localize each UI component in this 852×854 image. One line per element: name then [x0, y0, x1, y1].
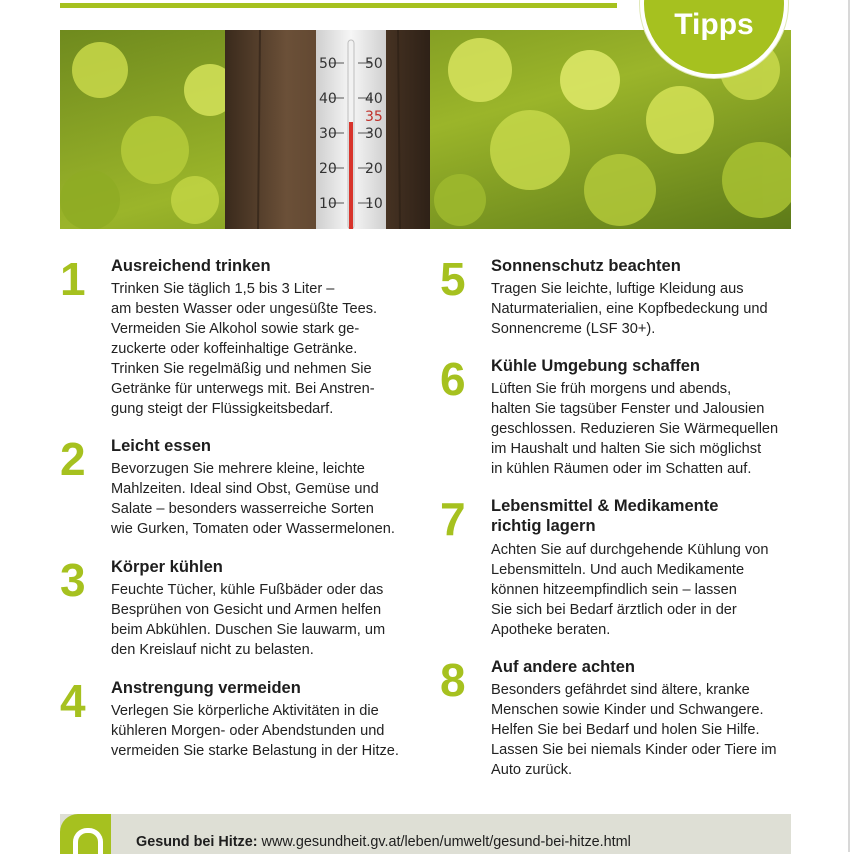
tip-body: Achten Sie auf durchgehende Kühlung von Lebensmitteln. Und auch Medikamente können hitzeempfindlich sein – lassen Sie sich bei Bedarf ärztlich oder in der Apotheke beraten.: [491, 542, 769, 638]
page-edge-line: [848, 0, 850, 852]
tip-6: [440, 353, 800, 486]
tip-number: 8: [440, 654, 466, 706]
thermo-left-20: 20: [319, 161, 337, 177]
tip-title: Auf andere achten: [491, 658, 635, 676]
thermo-left-10: 10: [319, 196, 337, 212]
tip-body: Bevorzugen Sie mehrere kleine, leichte Mahlzeiten. Ideal sind Obst, Gemüse und Salate – besonders wasserreiche Sorten wie Gurken, Tomaten oder Wassermelonen.: [111, 461, 395, 537]
thermo-right-20: 20: [365, 161, 383, 177]
tip-title: Sonnenschutz beachten: [491, 257, 681, 275]
tip-body: Trinken Sie täglich 1,5 bis 3 Liter – am besten Wasser oder ungesüßte Tees. Vermeiden Sie Alkohol sowie stark ge- zuckerte oder koffeinhaltige Getränke. Trinken Sie regelmäßig und nehmen Sie Getränke für unterwegs mit. Bei Anstren- gung steigt der Flüssigkeitsbedarf.: [111, 281, 378, 417]
thermo-right-30: 30: [365, 126, 383, 142]
tip-number: 5: [440, 253, 466, 305]
tip-body: Besonders gefährdet sind ältere, kranke Menschen sowie Kinder und Schwangere. Helfen Sie bei Bedarf und holen Sie Hilfe. Lassen Sie bei niemals Kinder oder Tiere im Auto zurück.: [491, 682, 777, 778]
badge-label: Tipps: [674, 8, 754, 41]
tip-body: Lüften Sie früh morgens und abends, halten Sie tagsüber Fenster und Jalousien geschlossen. Reduzieren Sie Wärmequellen im Haushalt und halten Sie sich möglichst in kühlen Räumen oder im Schatten auf.: [491, 381, 779, 477]
tip-title: Ausreichend trinken: [111, 257, 271, 275]
thermo-right-35: 35: [365, 109, 383, 125]
thermo-right-40: 40: [365, 91, 383, 107]
footer-info-box: [60, 814, 791, 854]
tip-5: [440, 253, 800, 346]
tip-3: [60, 554, 440, 667]
tip-8: [440, 654, 800, 787]
tip-number: 7: [440, 493, 466, 545]
tip-title: Körper kühlen: [111, 558, 223, 576]
tip-body: Feuchte Tücher, kühle Fußbäder oder das Besprühen von Gesicht und Armen helfen beim Abkühlen. Duschen Sie lauwarm, um den Kreislauf nicht zu belasten.: [111, 582, 386, 658]
thermo-left-30: 30: [319, 126, 337, 142]
info-icon: [60, 814, 111, 854]
tip-body: Tragen Sie leichte, luftige Kleidung aus Naturmaterialien, eine Kopfbedeckung und Sonnencreme (LSF 30+).: [491, 281, 768, 337]
tip-body: Verlegen Sie körperliche Aktivitäten in die kühleren Morgen- oder Abendstunden und vermeiden Sie starke Belastung in der Hitze.: [111, 703, 399, 759]
tip-4: [60, 675, 440, 768]
footer-label: Gesund bei Hitze:: [136, 834, 258, 850]
thermo-left-40: 40: [319, 91, 337, 107]
footer-text: [136, 833, 631, 851]
thermo-right-50: 50: [365, 56, 383, 72]
tip-number: 6: [440, 353, 466, 405]
tip-title: Kühle Umgebung schaffen: [491, 357, 701, 375]
tip-1: [60, 253, 440, 426]
tip-7: [440, 493, 800, 646]
thermo-right-10: 10: [365, 196, 383, 212]
tip-number: 2: [60, 433, 86, 485]
tip-title: Leicht essen: [111, 437, 211, 455]
tip-number: 4: [60, 675, 86, 727]
tip-title: Lebensmittel & Medikamente richtig lagern: [491, 497, 719, 535]
thermo-left-50: 50: [319, 56, 337, 72]
tip-number: 3: [60, 554, 86, 606]
tip-2: [60, 433, 440, 546]
tip-title: Anstrengung vermeiden: [111, 679, 301, 697]
tip-number: 1: [60, 253, 86, 305]
footer-link[interactable]: www.gesundheit.gv.at/leben/umwelt/gesund-bei-hitze.html: [261, 834, 631, 850]
top-accent-bar: [60, 3, 617, 8]
